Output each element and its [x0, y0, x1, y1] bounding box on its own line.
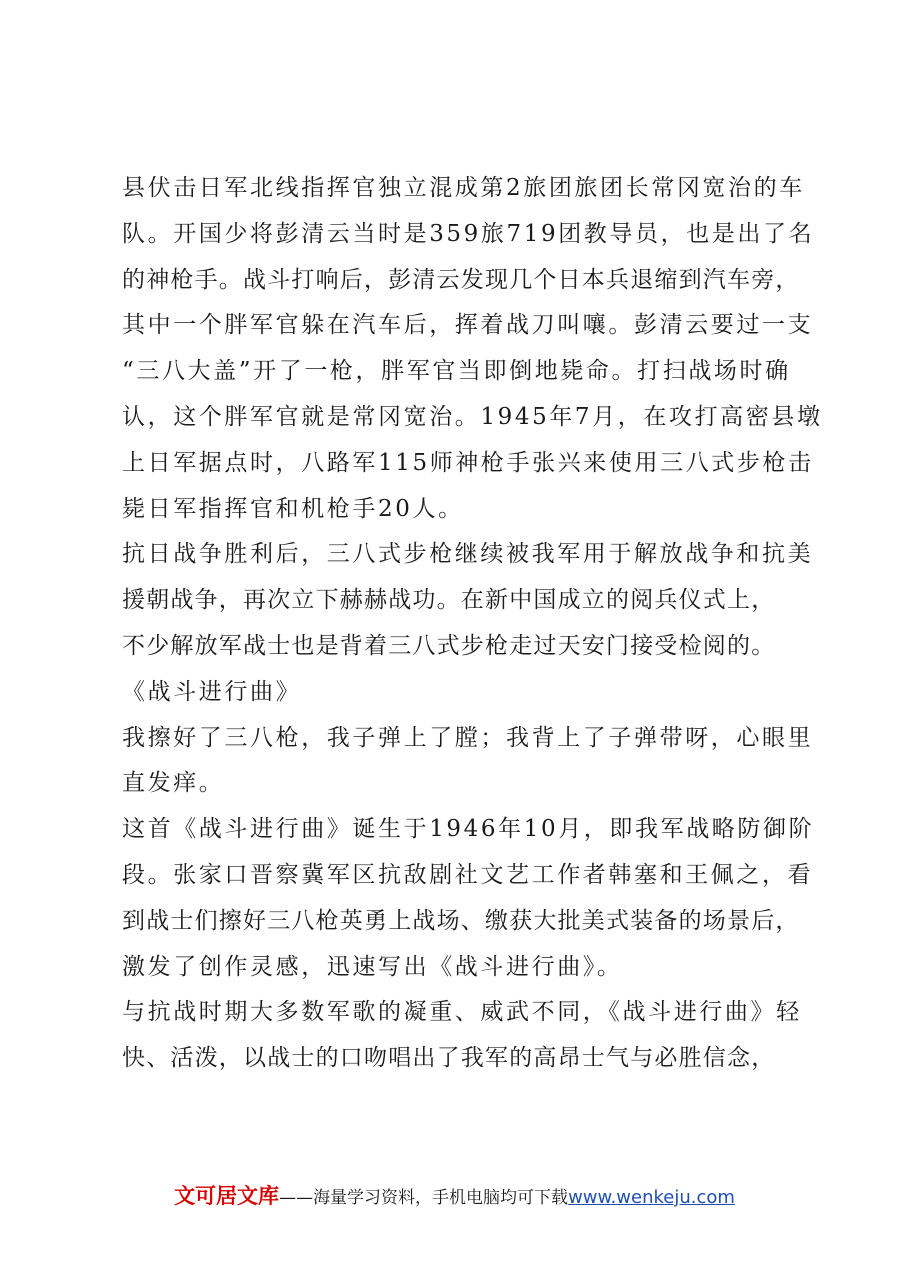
text-line: 这首《战斗进行曲》诞生于1946年10月，即我军战略防御阶: [122, 816, 815, 843]
page-footer: [0, 1180, 909, 1210]
text-line: 不少解放军战士也是背着三八式步枪走过天安门接受检阅的。: [122, 632, 776, 659]
text-line: 的神枪手。战斗打响后，彭清云发现几个日本兵退缩到汽车旁，: [122, 266, 800, 293]
footer-tagline: ——海量学习资料，手机电脑均可下载: [279, 1188, 569, 1208]
text-line: 到战士们擦好三八枪英勇上战场、缴获大批美式装备的场景后，: [122, 907, 800, 934]
text-line: 援朝战争，再次立下赫赫战功。在新中国成立的阅兵仪式上，: [122, 587, 776, 614]
text-line: 段。张家口晋察冀军区抗敌剧社文艺工作者韩塞和王佩之，看: [122, 861, 814, 888]
article-body: [122, 166, 823, 1082]
text-line: 与抗战时期大多数军歌的凝重、威武不同，《战斗进行曲》轻: [122, 999, 802, 1026]
section-title: 《战斗进行曲》: [122, 678, 302, 705]
text-line: 快、活泼，以战士的口吻唱出了我军的高昂士气与必胜信念，: [122, 1045, 776, 1072]
text-line: 抗日战争胜利后，三八式步枪继续被我军用于解放战争和抗美: [122, 541, 814, 568]
text-line: 队。开国少将彭清云当时是359旅719团教导员，也是出了名: [122, 220, 815, 247]
text-line: 认，这个胖军官就是常冈宽治。1945年7月，在攻打高密县墩: [122, 403, 823, 430]
lyric-line: 直发痒。: [122, 770, 225, 797]
text-line: 激发了创作灵感，迅速写出《战斗进行曲》。: [122, 953, 623, 980]
lyric-line: 我擦好了三八枪，我子弹上了膛；我背上了子弹带呀，心眼里: [122, 724, 814, 751]
text-line: 上日军据点时，八路军115师神枪手张兴来使用三八式步枪击: [122, 449, 814, 476]
text-line: 县伏击日军北线指挥官独立混成第2旅团旅团长常冈宽治的车: [122, 175, 805, 201]
text-line: “三八大盖”开了一枪，胖军官当即倒地毙命。打扫战场时确: [122, 358, 791, 385]
footer-site-link[interactable]: www.wenkeju.com: [568, 1187, 735, 1208]
text-line: 其中一个胖军官躲在汽车后，挥着战刀叫嚷。彭清云要过一支: [122, 312, 814, 339]
footer-brand: 文可居文库: [174, 1184, 280, 1208]
text-line: 毙日军指挥官和机枪手20人。: [122, 495, 464, 522]
